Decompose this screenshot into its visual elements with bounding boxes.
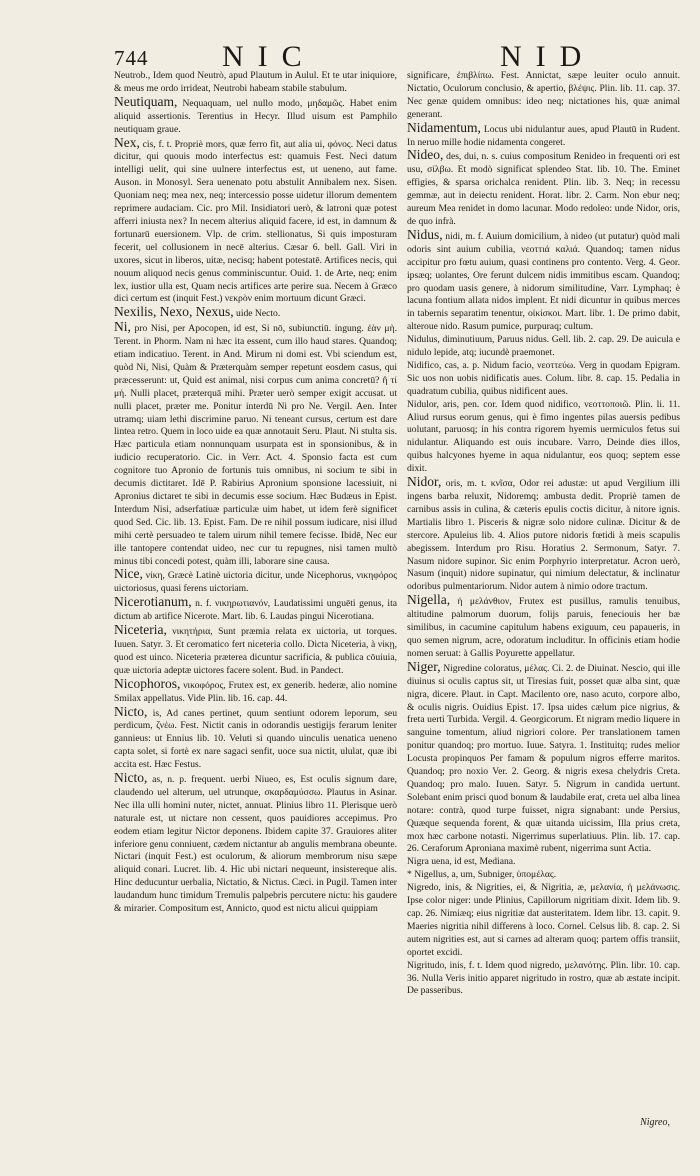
left-running-head: NIC <box>222 40 316 73</box>
entry-headword: Nidus, <box>407 226 443 242</box>
entry-headword: Nideo, <box>407 147 444 163</box>
dictionary-entry <box>407 856 680 869</box>
dictionary-entry <box>407 399 680 476</box>
entry-text: Nigra uena, id est, Mediana. <box>407 856 516 868</box>
dictionary-entry <box>407 149 680 228</box>
dictionary-entry <box>114 134 397 307</box>
dictionary-entry <box>407 226 680 334</box>
dictionary-entry <box>407 119 680 150</box>
dictionary-entry <box>407 882 680 959</box>
entry-text: Nigredine coloratus, μέλας. Ci. 2. de Diuinat. Nescio, qui ille diuinus si oculis captus sit, ut Tiresias fuit, posset quæ alba sint, quæ nigra, dicere. Plaut. in Capt. Macilento ore, naso acuto, corpore albo, & oculis nigris. Ouidius Epist. 17. Ipsa uides cælum pice nigrius, & freta uerti Turbida. Vergil. 4. Georgicorum. Et nigram medio liquere in sanguine tomentum, aliud nigriori colore. Per translationem tamen ponitur quandoq; pro mortuo. Iuue. Satyra. 1. Instituitq; rudes melior Locusta propinquos Per famam & populum nigros efferre maritos. Quandoq; pro noxio Ver. 2. Georg. & nigris exesa chelydris Creta. Quandoq; pro malo. Iuuen. Satyr. 5. Nigrum in candida uertunt. Solebant enim prisci quod bonum & laudabile erat, creta uel alba linea notare: contrà, quod turpe fuisset, nigra signabant: unde Persius, Quæque sequenda forent, & quæ uitanda uicissim, Illa prius creta, mox hæc carbone notasti. Nigerrimus superlatiuus. Plin. lib. 17. cap. 26. Ceraforum Aproniana maximè rubent, nigerrima sunt Actia. <box>407 662 680 855</box>
entry-text: Nigritudo, inis, f. t. Idem quod nigredo, μελανότης. Plin. libr. 10. cap. 36. Nulla Veris initio apparet nigritudo in rostro, quæ ab æstate incipit. De passeribus. <box>407 959 680 997</box>
entry-headword: Nicto, <box>114 703 148 719</box>
entry-text: Nigredo, inis, & Nigrities, ei, & Nigritia, æ, μελανία, ἡ μελάνωσις. Ipse color niger: unde Plinius, Capillorum nigritiam dixit. Idem lib. 9. cap. 26. Nimiæq; eius nigritiæ dat austeritatem. Idem libr. 13. capit. 9. Maeries nigritia nihil differens à loco. Cornel. Celsus lib. 8. cap. 2. Si autem nigrities est, aut si carnes ad alteram quoq; partem offis transiit, oportet excidi. <box>407 882 680 958</box>
entry-text: Nidifico, cas, a. p. Nidum facio, νεοττεύω. Verg in quodam Epigram. Sic uos non uobis nidificatis aues. Colum. libr. 8. cap. 15. Pedalia in quadratum cubilia, quibus nidificent aues. <box>407 359 680 397</box>
entry-text: νίκη, Græcè Latinè uictoria dicitur, unde Nicephorus, νικηφόρος uictoriosus, quasi ferens uictoriam. <box>114 570 397 595</box>
dictionary-entry <box>407 658 680 857</box>
entry-text: oris, m. t. κνῖσα, Odor rei adustæ: ut apud Vergilium illi ingens barba reluxit, Nidoremq; ambusta dedit. Propriè tamen de carnibus assis in culina, & cæteris epulis coctis dicitur, à nitore ignis. Martialis libro 1. Pisceris & nigræ solo nidore culinæ. Dicitur & de stercore. Apuleius lib. 4. Alios putore nidoris fœtidi à meis scapulis abegissem. Interdum pro Risu. Horatius 2. Sermonum, Satyr. 7. Nasum nidore supinor. Sic enim Porphyrio interpretatur. Acron uerò, Nasum (inquit) nidore supinatur, qui nimium delectatur, & inclinatur odoribus pulmentariorum. Nidor autem à nimio odore tractum. <box>407 478 680 593</box>
entry-headword: Nicto, <box>114 770 148 786</box>
dictionary-entry <box>114 306 397 321</box>
entry-headword: Nidor, <box>407 474 442 490</box>
entry-headword: Nice, <box>114 566 143 582</box>
entry-text: as, n. p. frequent. uerbi Niueo, es, Est oculis signum dare, claudendo uel alterum, uel utrunque, σκαρδαμύσσω. Plautus in Asinar. Nec illa ulli homini nuter, nictet, annuat. Plinius libro 11. Plerisque uerò naturale est, ut nictare non cessent, quos pauidiores accepimus. Pro eodem etiam legitur Nictor deponens. Ibidem capite 37. Grauiores aliter inferiore genu conniuent, cædem nictantur ab angulis membrana obeunte. Nictari (inquit Fest.) est oculorum, & aliorum membrorum nisu sæpe aliquid conari. Lucret. lib. 4. Hic ubi nictari nequeunt, insistereque alis. Hinc deducuntur uerbalia, Nictatio, & Nictus. Cæci. in Pugil. Tamen inter laudandum hunc timidum Tremulis palpebris percutere nictu: his gaudere & mirarier. Compositum est, Annicto, quod est nictu alicui quippiam <box>114 774 397 915</box>
dictionary-entry <box>407 360 680 399</box>
entry-headword: Niger, <box>407 658 441 674</box>
dictionary-entry <box>114 624 397 678</box>
catchword: Nigreo, <box>640 1117 670 1128</box>
page-header <box>0 40 700 74</box>
page-number: 744 <box>114 46 149 70</box>
right-running-head: NID <box>500 40 596 73</box>
dictionary-entry <box>114 321 397 568</box>
dictionary-entry <box>114 93 397 137</box>
entry-text: nidi, m. f. Auium domicilium, à nideo (ut putatur) quòd mali odoris sint auium cubilia, νεοττιά καλιά. Quandoq; tamen nidus accipitur pro fœtu auium, quasi continens pro contento. Verg. 4. Geor. ipsæq; uolantes, Ore ferunt dulcem nidis immitibus escam. Quandoq; pro quodam uasis genere, à nidorum similitudine, Varr. Lymphaq; è lacuna fontium allata nidos implent. Et nidi dicuntur in quibus merces in tabernis separatim tenentur, οἰκίσκοι. Mart. libr. 1. De primo dabit, alteroue nido. Rasum pumice, purpuraq; cultum. <box>407 230 680 333</box>
entry-text: νικοφόρος, Frutex est, ex generib. hederæ, alio nomine Smilax appellatus. Vide Plin. lib. 16. cap. 44. <box>114 679 397 704</box>
entry-headword: Nicophoros, <box>114 675 181 691</box>
entry-text: Nidulor, aris, pen. cor. Idem quod nidifico, νεοττοποιῶ. Plin. li. 11. Aliud rursus eorum genus, qui è fimo ingentes pilas auersis pedibus uolutant, paruosq; in his contra rigorem hyemis uermiculos fetus sui nidulantur. Aliquando est ouis incubare. Varro, Deinde dies illos, quibus halcyones hyeme in aqua nidulantur, eos quoq; septem esse dixit. <box>407 398 680 475</box>
entry-headword: Niceteria, <box>114 622 167 638</box>
dictionary-entry <box>407 960 680 999</box>
dictionary-entry <box>114 772 397 916</box>
entry-text: * Nigellus, a, um, Subniger, ὑπομέλας. <box>407 869 557 881</box>
entry-headword: Nidamentum, <box>407 119 481 135</box>
entry-text: νικητήρια, Sunt præmia relata ex uictoria, ut torques. Iuuen. Satyr. 3. Et ceromatico fert niceteria collo. Dicta Niceteria, à νίκῃ, quod est uinco. Niceteria præterea dicuntur sacrificia, & publica cōuiuia, quæ uictoria adeptæ uictores facere solent. Bud. in Pandect. <box>114 626 397 676</box>
dictionary-entry <box>407 869 680 882</box>
dictionary-entry <box>114 703 397 773</box>
entry-headword: Nicerotianum, <box>114 594 192 610</box>
entry-headword: Neutiquam, <box>114 93 178 109</box>
entry-text: cis, f. t. Propriè mors, quæ ferro fit, aut alia ui, φόνος. Neci datus dicitur, qui quouis modo interfectus est: quamuis Fest. Neci datum intelligi uelit, qui sine uulnere interfectus est, ut ueneno, aut fame. Auson. in Monosyl. Sera uenenato potu abstulit Annibalem nex. Sisen. Quoniam neq; mea nex, neq; intercessio posse uidetur illorum dementem reprimere audaciam. Cic. pro Mil. Insidiatori uerò, & latroni quæ potest afferri iniusta nex? In necem alterius aliquid facere, id est, in damnum & fortunarū euersionem. Vlp. de crim. stellionatus, Si quis imposturam fecerit, uel collusionem in necē alterius. Cæsar 6. bell. Gall. Viri in uxores, sicut in liberos, uitæ, necisq; habent potestatē. Artifices necis, qui nouum aliquod necis genus comminiscuntur. Ouid. 1. de Arte, neq; enim lex, iustior ulla est, Quam necis artifices arte perire sua. Necem à Græco dici certum est (inquit Fest.) νεκρὸν enim mortuum dicunt Græci. <box>114 138 397 305</box>
entry-text: Nequaquam, uel nullo modo, μηδαμῶς. Habet enim aliquid assertionis. Terentius in Hecyr. Illud uisum est Pamphilo neutiquam graue. <box>114 97 397 135</box>
entry-text: Locus ubi nidulantur aues, apud Plautū in Rudent. In neruo mille hodie nidamenta congeret. <box>407 123 680 148</box>
dictionary-entry <box>114 596 397 624</box>
entry-text: significare, ἐπιβλίπω. Fest. Annictat, sæpe leuiter oculo annuit. Nictatio, Oculorum conclusio, & apertio, βλέψις. Plin. lib. 11. cap. 37. Nec genæ quidem omnibus: ideo neq; nictationes his, quæ animal generant. <box>407 70 680 120</box>
dictionary-entry <box>407 334 680 360</box>
entry-text: n. f. νικηρωτιανόν, Laudatissimi unguēti genus, ita dictum ab artifice Nicerote. Mart. lib. 6. Laudas pingui Nicerotiana. <box>114 598 397 623</box>
dictionary-entry <box>407 70 680 122</box>
entry-text: Neutrob., Idem quod Neutrò, apud Plautum in Aulul. Et te utar iniquiore, & meus me ordo irrideat, Neutrobi habeam stabile stabulum. <box>114 70 397 94</box>
left-column <box>114 70 397 1140</box>
dictionary-entry <box>114 70 397 96</box>
dictionary-entry <box>114 675 397 706</box>
entry-text: ἡ μελάνθιον, Frutex est pusillus, ramulis tenuibus, altitudine palmorum duorum, folijs paruis, feneciouis her bæ similibus, in cacumine capitulum habens exiguum, ceu papaueris, in quo semen nigrum, acre, odoratum includitur. In officinis etiam hodie nomen seruat: à Gallis Poyurette appellatur. <box>407 596 680 659</box>
right-column <box>407 70 680 1140</box>
entry-headword: Nigella, <box>407 592 451 608</box>
dictionary-entry <box>114 568 397 596</box>
entry-headword: Nexilis, Nexo, Nexus, <box>114 304 234 320</box>
entry-text: pro Nisi, per Apocopen, id est, Si nō, subiunctiū. ingung. ἐὰν μὴ. Terent. in Phorm. Nam ni hæc ita essent, cum illo haud stares. Quandoq; etiam indicatiuo. Terent. in And. Mirum ni domi est. Vbi sciendum est, quòd Ni, Nisi, Quàm & Præterquàm semper repetunt eosdem casus, qui præcesserunt: ut, Quid est animal, nisi corpus cum anima concretū? ἢ τί μή. Nulli placet, præterquā mihi. Præter uerò semper exigit accusat. ut nulli placet, præter me. Ponitur interdū Ni pro Ne. Vergil. Aen. Inter utramq; uiam lethi discrimine paruo. Ni teneant cursus, certum est dare lintea retro. Quem in loco uide ea quæ annotauit Seru. Plaut. Ni stulta sis. Hæc particula etiam nonnunquam usurpata est in sponsionibus, & in iudicio recuperatorio. Cic. in Verr. Act. 4. Sponsio facta est cum cognitore tuo Apronio de fortunis tuis omnibus, ni socium te sibi in decumis dictitaret. Idē P. Rabirius Apronium sponsione lacessiuit, ni Apronius dictaret te sibi in decumis esse socium. Hæc Budæus in Epist. Interdum Nisi, adserfatiuæ particulæ uim habet, ut idem ferè significet quod Sed. Cic. lib. 13. Epist. Fam. De re nihil possum iudicare, nisi illud mihi certè persuadeo te talem uirum nihil temere fecisse. Ibidē, Nec eur ille tantopere contendat uideo, nec cur tu repugnes, nisi tamen multò minus tibi concedi potest, quàm illi, laborare sine causa. <box>114 323 397 567</box>
dictionary-entry <box>407 594 680 661</box>
entry-headword: Nex, <box>114 134 140 150</box>
entry-text: des, dui, n. s. cuius compositum Renideo in frequenti ori est usu, σίλβω. Et modò significat splendeo Stat. lib. 10. The. Eminet effigies, & sparsa orichalca renident. Plin. lib. 3. Neq; in recessu gemmæ, aut in deiectu renident. Horat. libr. 2. Carm. Non ebur neq; aureum Mea renidet in domo lacunar. Modo redoleo: unde Nidor, oris, de quo infrà. <box>407 151 680 227</box>
dictionary-entry <box>407 476 680 594</box>
entry-text: uide Necto. <box>236 308 281 320</box>
entry-headword: Ni, <box>114 319 131 335</box>
entry-text: is, Ad canes pertinet, quum sentiunt odorem leporum, seu perdicum, ζνέω. Fest. Nictit canis in odorandis uestigijs ferarum leniter gannieus: ut Ennius lib. 10. Veluti si quando uinculis uenatica ueneno capta solet, si fortè ex nare sagaci senfit, uoce sua nictit, ululat, quæ ibi accita est. Hæc Festus. <box>114 707 397 771</box>
entry-text: Nidulus, diminutiuum, Paruus nidus. Gell. lib. 2. cap. 29. De auicula e nidulo lepide, atq; iucundè praemonet. <box>407 334 680 359</box>
